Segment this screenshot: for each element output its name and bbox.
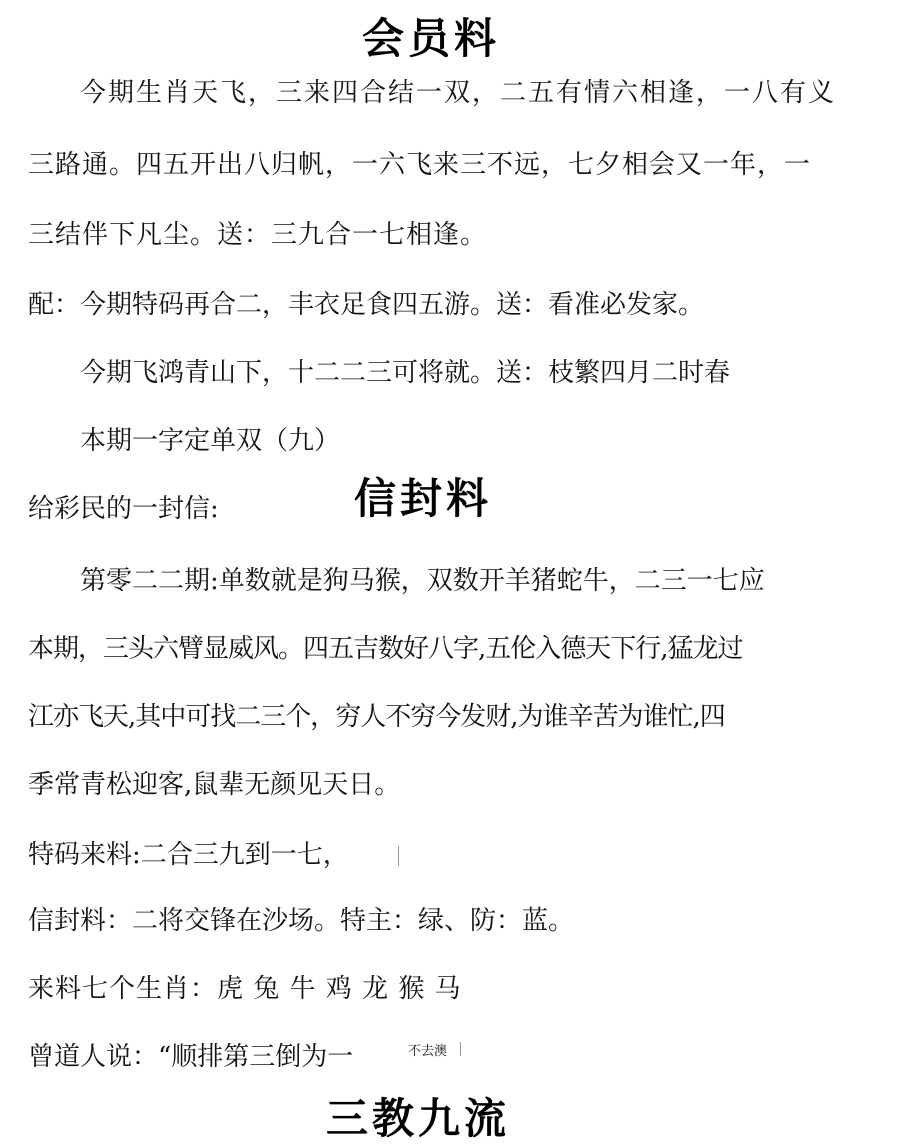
zeng-note: 不去澳 bbox=[408, 1044, 448, 1059]
scan-mark bbox=[398, 846, 399, 866]
scan-mark-2 bbox=[460, 1042, 461, 1056]
title-huiyuanliao: 会员料 bbox=[362, 14, 501, 63]
danshuang-line: 本期一字定单双（九） bbox=[80, 426, 341, 456]
tema-line: 特码来料:二合三九到一七， bbox=[28, 840, 349, 870]
poem-line-1: 今期生肖天飞，三来四合结一双，二五有情六相逢，一八有义 bbox=[80, 78, 837, 108]
pei-line: 配：今期特码再合二，丰衣足食四五游。送：看准必发家。 bbox=[28, 290, 705, 320]
letter-label: 给彩民的一封信: bbox=[28, 494, 219, 524]
zeng-daoren-line: 曾道人说：“顺排第三倒为一 bbox=[28, 1042, 354, 1072]
letter-line-3: 江亦飞天,其中可找二三个，穷人不穷今发财,为谁辛苦为谁忙,四 bbox=[28, 702, 725, 732]
title-xinfengliao: 信封料 bbox=[354, 474, 493, 523]
letter-line-2: 本期，三头六臂显威风。四五吉数好八字,五伦入德天下行,猛龙过 bbox=[28, 634, 743, 664]
letter-line-4: 季常青松迎客,鼠辈无颜见天日。 bbox=[28, 770, 401, 800]
title-sanjiaojiuliu: 三教九流 bbox=[326, 1094, 511, 1143]
poem-line-3: 三结伴下凡尘。送：三九合一七相逢。 bbox=[28, 220, 488, 250]
qige-shengxiao-line: 来料七个生肖：虎 兔 牛 鸡 龙 猴 马 bbox=[28, 974, 462, 1004]
poem-line-2: 三路通。四五开出八归帆，一六飞来三不远，七夕相会又一年，一 bbox=[28, 150, 812, 180]
letter-line-1: 第零二二期:单数就是狗马猴，双数开羊猪蛇牛，二三一七应 bbox=[80, 566, 765, 596]
feihong-line: 今期飞鸿青山下，十二二三可将就。送：枝繁四月二时春 bbox=[80, 358, 731, 388]
xinfeng-line: 信封料：二将交锋在沙场。特主：绿、防：蓝。 bbox=[28, 906, 575, 936]
